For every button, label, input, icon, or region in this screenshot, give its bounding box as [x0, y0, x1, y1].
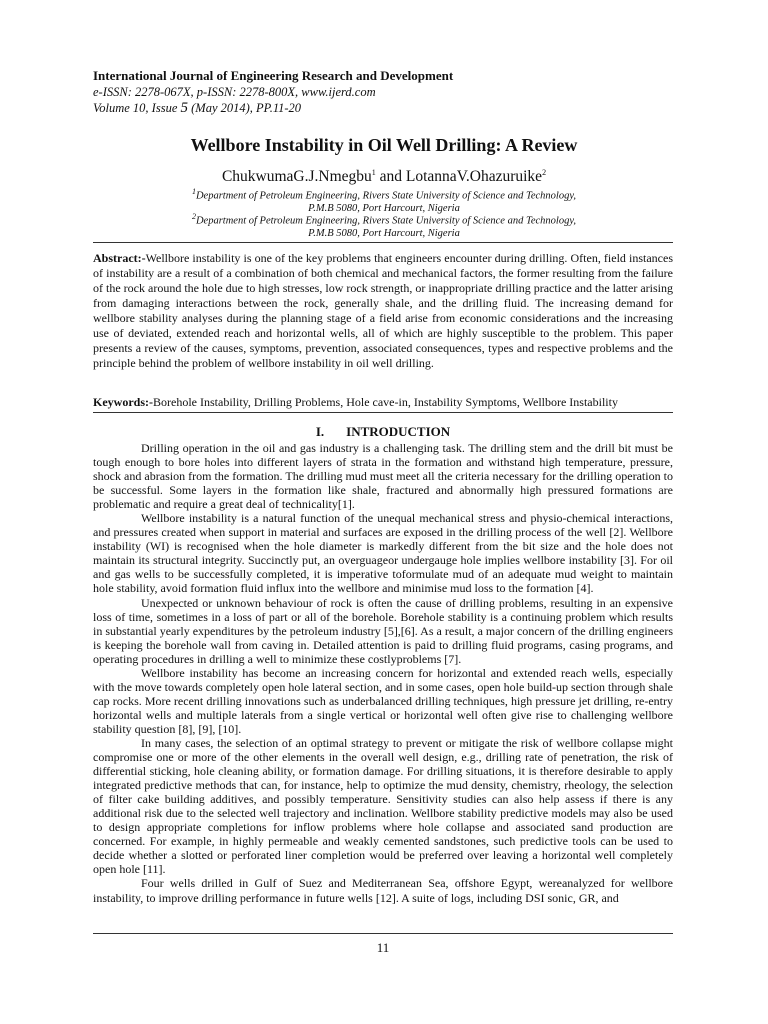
divider-top: [93, 242, 673, 243]
body-paragraph: Four wells drilled in Gulf of Suez and Mediterranean Sea, offshore Egypt, wereanalyzed for wellbore instability, to improve drilling performance in future wells [12]. A suite of logs, including DSI sonic, GR, and: [93, 876, 673, 905]
body-paragraph: Unexpected or unknown behaviour of rock is often the cause of drilling problems, resulting in an expensive loss of time, sometimes in a loss of part or all of the borehole. Borehole stability is a continuing problem which results in substantial yearly expenditures by the petroleum industry [5],[6]. As a result, a major concern of the drilling engineers is keeping the borehole wall from caving in. Detailed attention is paid to drilling fluid programs, casing programs, and operating procedures in drilling a well to minimize these costlyproblems [7].: [93, 595, 673, 666]
body-paragraph: Wellbore instability is a natural function of the unequal mechanical stress and physio-chemical interactions, and pressures created when support in material and surfaces are exposed in the drilling process of the well [2]. Wellbore instability (WI) is recognised when the hole diameter is markedly different from the bit size and the hole does not maintain its structural integrity. Succinctly put, an overguageor undergauge hole implies wellbore instability [3]. For oil and gas wells to be successfully completed, it is imperative toformulate mud of an adequate mud weight to maintain hole stability, avoid formation fluid influx into the wellbore and minimise mud loss to the formation [4].: [93, 511, 673, 596]
section-heading: [93, 424, 673, 440]
body-text: [93, 441, 673, 905]
author-1-affil-mark: 1: [371, 168, 376, 177]
abstract-label: Abstract:-: [93, 251, 146, 265]
abstract-text: Wellbore instability is one of the key problems that engineers encounter during drilling. Often, field instances of instability are a result of a combination of both chemical and mechanical factors, the former resulting from the failure of the rock around the hole due to high stresses, low rock strength, or inappropriate drilling practice and the latter arising from damaging interactions between the rock, generally shale, and the drilling fluid. The increasing demand for wellbore stability analyses during the planning stage of a field arise from economic considerations and the increasing use of deviated, extended reach and horizontal wells, all of which are highly susceptible to the problem. This paper presents a review of the causes, symptoms, prevention, associated consequences, types and respective problems and the principle behind the problem of wellbore instability in oil well drilling.: [93, 251, 673, 370]
affiliation-1-mark: 1: [191, 187, 196, 196]
divider-footer: [93, 933, 673, 934]
author-2: LotannaV.Ohazuruike: [405, 168, 543, 186]
volume-suffix: (May 2014), PP.11-20: [188, 101, 302, 115]
body-paragraph: Wellbore instability has become an increasing concern for horizontal and extended reach wells, especially with the move towards completely open hole lateral section, and in some cases, open hole build-up section through shale cap rocks. More recent drilling innovations such as underbalanced drilling techniques, high pressure jet drilling, re-entry horizontal wells and multiple laterals from a single vertical or horizontal well often give rise to challenging wellbore stability question [8], [9], [10].: [93, 665, 673, 736]
abstract: [93, 251, 673, 371]
author-1: ChukwumaG.J.Nmegbu: [221, 168, 372, 186]
section-title: INTRODUCTION: [346, 424, 451, 439]
keywords-text: Borehole Instability, Drilling Problems, Hole cave-in, Instability Symptoms, Wellbore Instability: [153, 395, 618, 409]
author-conjunction: and: [375, 168, 406, 186]
journal-volume: [93, 100, 673, 116]
volume-prefix: Volume 10, Issue: [93, 101, 181, 115]
affiliation-1-line-2: P.M.B 5080, Port Harcourt, Nigeria: [308, 203, 460, 214]
keywords: [93, 395, 673, 410]
author-list: [80, 163, 688, 187]
divider-keywords: [93, 412, 673, 413]
volume-issue-number: 5: [180, 100, 188, 116]
affiliation-2-mark: 2: [191, 212, 196, 221]
journal-issn: e-ISSN: 2278-067X, p-ISSN: 2278-800X, www.ijerd.com: [93, 85, 376, 99]
author-2-affil-mark: 2: [542, 168, 547, 177]
affiliation-2-line-2: P.M.B 5080, Port Harcourt, Nigeria: [308, 228, 460, 239]
section-number: I.: [315, 424, 325, 439]
body-paragraph: In many cases, the selection of an optimal strategy to prevent or mitigate the risk of wellbore collapse might compromise one or more of the other elements in the overall well design, e.g., drilling rate of penetration, the risk of differential sticking, hole cleaning ability, or formation damage. For drilling situations, it is therefore desirable to apply integrated predictive methods that can, for instance, help to optimize the mud density, chemistry, rheology, the selection of filter cake building additives, and possibly temperature. Sensitivity studies can also help assess if there is any additional risk due to the selected well trajectory and inclination. Wellbore stability predictive models may also be used to design appropriate completions for inflow problems where hole collapse and associated sand production are concerned. For example, in highly permeable and weakly cemented sandstones, such predictive tools can be used to decide whether a slotted or perforated liner completion would be preferred over leaving a horizontal well completely open hole [11].: [93, 735, 673, 877]
paper-title: Wellbore Instability in Oil Well Drilling: A Review: [190, 135, 578, 155]
page-number: 11: [376, 940, 390, 955]
body-paragraph: Drilling operation in the oil and gas industry is a challenging task. The drilling stem and the drill bit must be tough enough to bore holes into different layers of strata in the formation and withstand high temperature, pressure, shock and abrasion from the formation. The drilling mud must meet all the criteria necessary for the drilling operation to be successful. Some layers in the formation like shale, fractured and abnormally high pressured formations are problematic and require a great deal of technicality[1].: [93, 441, 673, 512]
affiliation-1-line-1: Department of Petroleum Engineering, Rivers State University of Science and Technology,: [195, 190, 577, 202]
journal-name: International Journal of Engineering Research and Development: [93, 68, 454, 83]
affiliation-2: [80, 211, 688, 241]
keywords-label: Keywords:-: [93, 395, 153, 409]
affiliation-2-line-1: Department of Petroleum Engineering, Rivers State University of Science and Technology,: [195, 215, 577, 227]
